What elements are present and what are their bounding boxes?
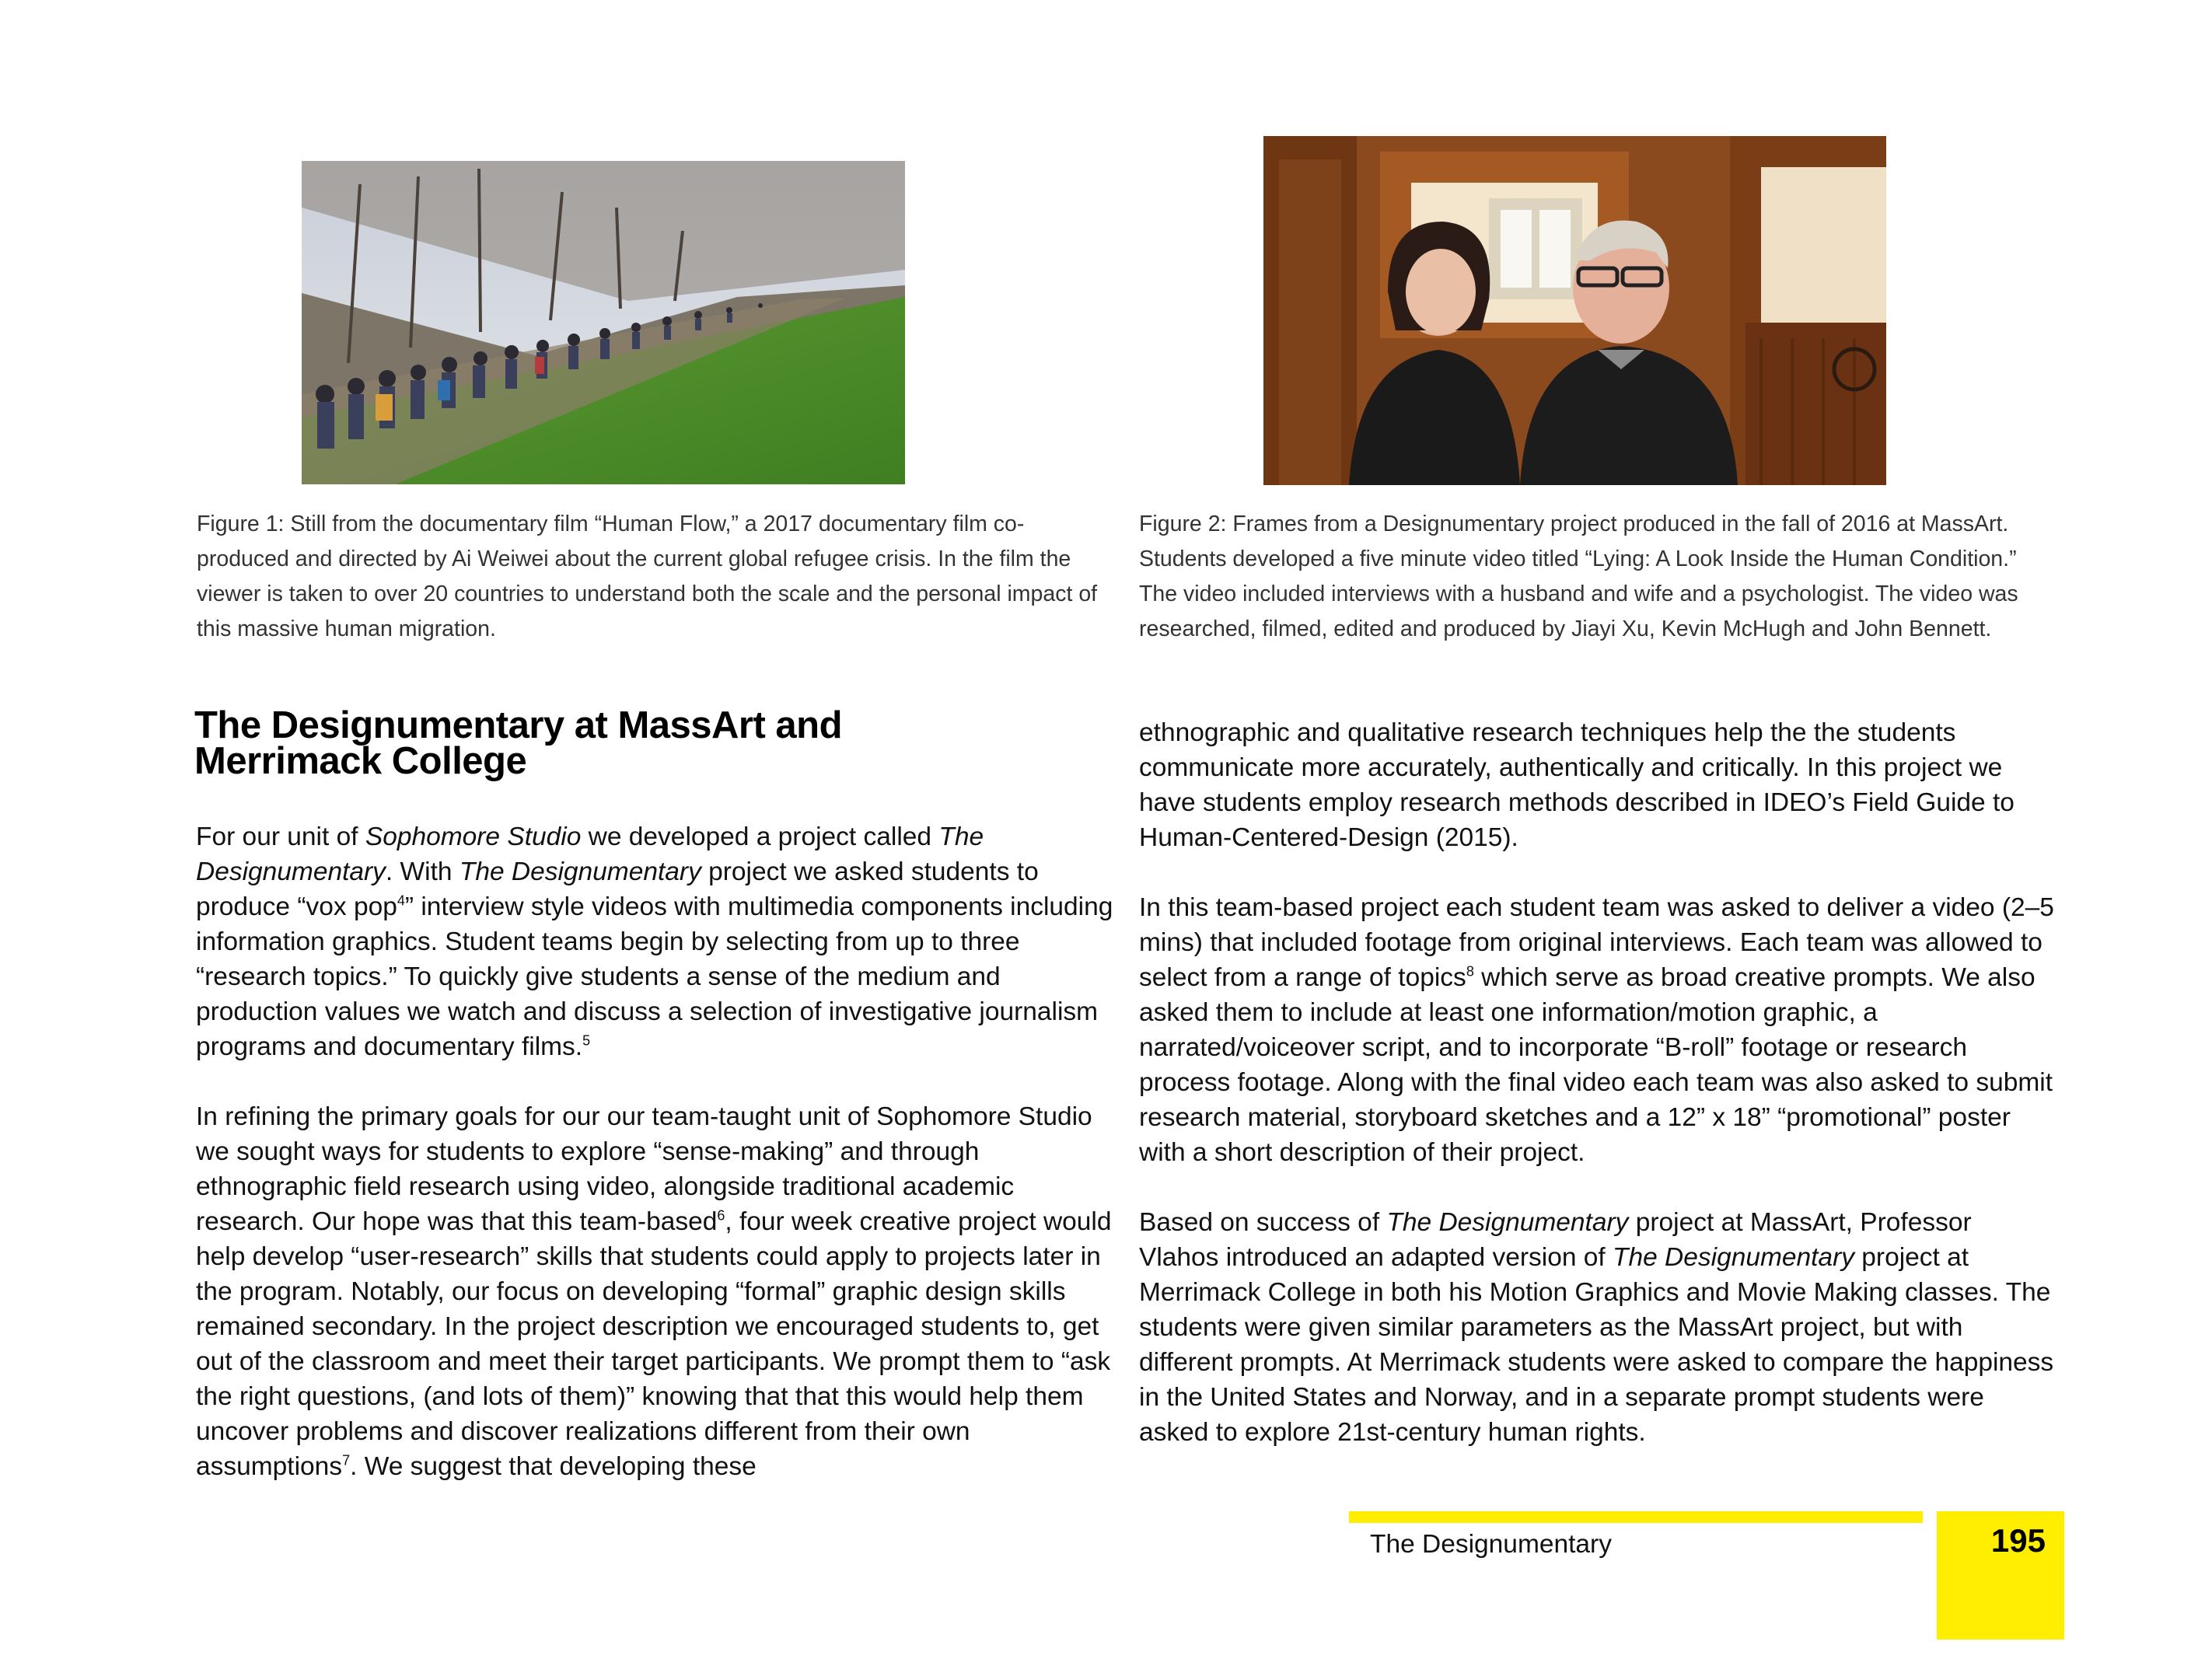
right-paragraph-2: In this team-based project each student team was asked to deliver a video (2–5 mins) that included footage from original interviews. Each team was allowed to select from a range of topics$^8$ which serve as broad creative prompts. We also asked them to include at least one information/motion graphic, a narrated/voiceover script, and to incorporate “B-roll” footage or research process footage. Along with the final video each team was also asked to submit research material, storyboard sketches and a 12” x 18” “promotional” poster with a short description of their project.	[1139, 893, 2054, 1167]
footer-accent-bar	[1349, 1511, 1923, 1523]
left-paragraph-2: In refining the primary goals for our our team-taught unit of Sophomore Studio we sought ways for students to explore “sense-making” and through ethnographic field research using video, alongside traditional academic research. Our hope was that this team-based$^6$, four week creative project would help develop “user-research” skills that students could apply to projects later in the program. Notably, our focus on developing “formal” graphic design skills remained secondary. In the project description we encouraged students to, get out of the classroom and meet their target participants. We prompt them to “ask the right questions, (and lots of them)” knowing that that this would help them uncover problems and discover realizations different from their own assumptions$^7$. We suggest that developing these	[196, 1102, 1112, 1481]
footnote-ref-6: 6	[717, 1207, 725, 1224]
section-heading-line-2: Merrimack College	[194, 740, 527, 782]
right-paragraph-3: Based on success of The Designumentary project at MassArt, Professor Vlahos introduced an adapted version of The Designumentary project at Merrimack College in both his Motion Graphics and Movie Making classes. The students were given similar parameters as the MassArt project, but with different prompts. At Merrimack students were asked to compare the happiness in the United States and Norway, and in a separate prompt students were asked to explore 21st-century human rights.	[1139, 1208, 2054, 1447]
footnote-ref-4: 4	[397, 892, 405, 909]
footnote-ref-8: 8	[1466, 963, 1474, 980]
section-heading	[194, 704, 1127, 782]
figure-2-photo	[1263, 136, 1886, 485]
right-column	[1139, 715, 2056, 1485]
figure-1-photo	[302, 161, 905, 484]
page-number: 195	[1990, 1522, 2046, 1559]
right-paragraph-1: ethnographic and qualitative research techniques help the the students communicate more accurately, authentically and critically. In this project we have students employ research methods described in IDEO’s Field Guide to Human-Centered-Design (2015).	[1139, 718, 2015, 852]
figure-2-caption: Figure 2: Frames from a Designumentary project produced in the fall of 2016 at MassArt. Students developed a five minute video titled “Lying: A Look Inside the Human Condition.” The video included interviews with a husband and wife and a psychologist. The video was researched, filmed, edited and produced by Jiayi Xu, Kevin McHugh and John Bennett.	[1139, 512, 2018, 641]
left-paragraph-1: For our unit of Sophomore Studio we developed a project called The Designumentary. With The Designumentary project we asked students to produce “vox pop$^4$” interview style videos with multimedia components including information graphics. Student teams begin by selecting from up to three “research topics.” To quickly give students a sense of the medium and production values we watch and discuss a selection of investigative journalism programs and documentary films.$^5$	[196, 823, 1113, 1061]
figure-1-caption: Figure 1: Still from the documentary film “Human Flow,” a 2017 documentary film co-produced and directed by Ai Weiwei about the current global refugee crisis. In the film the viewer is taken to over 20 countries to understand both the scale and the personal impact of this massive human migration.	[197, 512, 1098, 641]
left-column	[196, 819, 1113, 1519]
section-heading-line-1: The Designumentary at MassArt and	[194, 704, 843, 746]
running-title: The Designumentary	[1370, 1530, 1612, 1559]
footnote-ref-7: 7	[342, 1452, 351, 1469]
footnote-ref-5: 5	[582, 1032, 591, 1049]
